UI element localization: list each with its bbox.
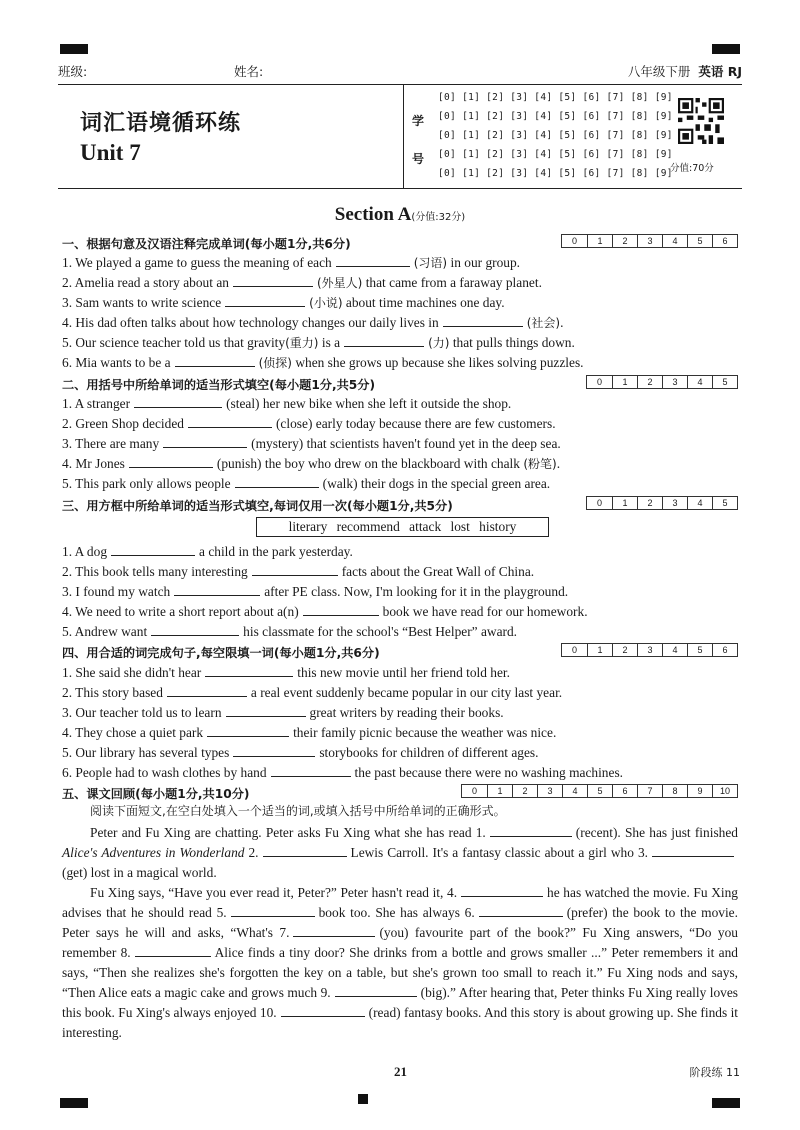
question-line: 3. There are many (mystery) that scientists haven't found yet in the deep sea.: [62, 436, 561, 451]
instructions: 阅读下面短文,在空白处填入一个适当的词,或填入括号中所给单词的正确形式。: [90, 804, 506, 818]
answer-blank[interactable]: [344, 334, 424, 347]
name-label: 姓名:: [234, 64, 264, 79]
answer-blank[interactable]: [231, 904, 315, 917]
answer-blank[interactable]: [443, 314, 523, 327]
answer-blank[interactable]: [129, 455, 213, 468]
question-line: 3. Our teacher told us to learn great writers by reading their books.: [62, 705, 504, 720]
question-line: 4. His dad often talks about how technology changes our daily lives in (社会).: [62, 315, 564, 330]
id-digit-row[interactable]: [0] [1] [2] [3] [4] [5] [6] [7] [8] [9]: [438, 168, 673, 179]
stage-label: 阶段练 11: [689, 1066, 740, 1079]
word-bank: literary recommend attack lost history: [256, 517, 549, 537]
part4-score-scale[interactable]: 0 1 2 3 4 5 6: [561, 643, 738, 657]
answer-blank[interactable]: [335, 984, 417, 997]
id-digit-row[interactable]: [0] [1] [2] [3] [4] [5] [6] [7] [8] [9]: [438, 92, 673, 103]
question-line: 5. This park only allows people (walk) their dogs in the special green area.: [62, 476, 551, 491]
id-digit-row[interactable]: [0] [1] [2] [3] [4] [5] [6] [7] [8] [9]: [438, 149, 673, 160]
question-line: 4. We need to write a short report about a(n) book we have read for our homework.: [62, 604, 588, 619]
passage-paragraph-2: Fu Xing says, “Have you ever read it, Peter?” Peter hasn't read it, 4. he has watched the movie. Fu Xing advises that he should read 5. book too. She has always 6. (prefer) the book to the movie. Peter says he will and asks, “What's 7. (you) favourite part of the book?” Fu Xing answers, “Do you remember 8. Alice finds a tiny door? She drinks from a bottle and grows smaller ...” Peter remembers it and says, “Then she realizes she's forgotten the key on a table, but she's grown too small to reach it.” Fu Xing nods and says, “Then Alice eats a magic cake and grows much 9. (big).” After hearing that, Peter thinks Fu Xing really loves this book. Fu Xing's always enjoyed 10. (read) fantasy books. And this story is about growing up. She finds it interesting.: [62, 885, 739, 1040]
answer-blank[interactable]: [226, 704, 306, 717]
part2-heading: 二、用括号中所给单词的适当形式填空(每小题1分,共5分): [62, 378, 376, 392]
answer-blank[interactable]: [188, 415, 272, 428]
answer-blank[interactable]: [175, 354, 255, 367]
question-line: 3. Sam wants to write science (小说) about time machines one day.: [62, 295, 505, 310]
question-line: 1. A dog a child in the park yesterday.: [62, 544, 353, 559]
answer-blank[interactable]: [490, 824, 572, 837]
qr-code-icon: [678, 98, 724, 144]
answer-blank[interactable]: [167, 684, 247, 697]
student-id-grid: [404, 84, 744, 188]
total-score: 分值:70分: [670, 163, 714, 174]
answer-blank[interactable]: [252, 563, 338, 576]
part3-heading: 三、用方框中所给单词的适当形式填空,每词仅用一次(每小题1分,共5分): [62, 499, 453, 513]
answer-blank[interactable]: [135, 944, 211, 957]
question-line: 2. This story based a real event suddenly became popular in our city last year.: [62, 685, 563, 700]
answer-blank[interactable]: [134, 395, 222, 408]
answer-blank[interactable]: [225, 294, 305, 307]
worksheet-title: 词汇语境循环练: [80, 110, 242, 136]
answer-blank[interactable]: [461, 884, 543, 897]
part1-heading: 一、根据句意及汉语注释完成单词(每小题1分,共6分): [62, 237, 351, 251]
id-digit-row[interactable]: [0] [1] [2] [3] [4] [5] [6] [7] [8] [9]: [438, 111, 673, 122]
class-label: 班级:: [58, 64, 88, 79]
question-line: 3. I found my watch after PE class. Now, I'm looking for it in the playground.: [62, 584, 569, 599]
question-line: 5. Our library has several types storybooks for children of different ages.: [62, 745, 539, 760]
question-line: 5. Our science teacher told us that gravity(重力) is a (力) that pulls things down.: [62, 335, 575, 350]
answer-blank[interactable]: [233, 744, 315, 757]
question-line: 6. People had to wash clothes by hand the past because there were no washing machines.: [62, 765, 624, 780]
page-number: 21: [394, 1064, 407, 1079]
answer-blank[interactable]: [652, 844, 734, 857]
student-id-label: 学: [412, 114, 425, 128]
answer-blank[interactable]: [336, 254, 410, 267]
question-line: 1. A stranger (steal) her new bike when she left it outside the shop.: [62, 396, 512, 411]
question-line: 5. Andrew want his classmate for the school's “Best Helper” award.: [62, 624, 518, 639]
answer-blank[interactable]: [111, 543, 195, 556]
section-title: Section A(分值:32分): [334, 204, 466, 225]
answer-blank[interactable]: [151, 623, 239, 636]
registration-mark-bottom-right: [712, 1098, 740, 1108]
answer-blank[interactable]: [293, 924, 375, 937]
answer-blank[interactable]: [163, 435, 247, 448]
question-line: 4. They chose a quiet park their family picnic because the weather was nice.: [62, 725, 557, 740]
question-line: 2. Amelia read a story about an (外星人) that came from a faraway planet.: [62, 275, 542, 290]
unit-title: Unit 7: [80, 140, 141, 165]
question-line: 4. Mr Jones (punish) the boy who drew on the blackboard with chalk (粉笔).: [62, 456, 561, 471]
header-rule-bottom: [58, 188, 742, 189]
part5-score-scale[interactable]: 0 1 2 3 4 5 6 7 8 9 10: [461, 784, 738, 798]
question-line: 6. Mia wants to be a (侦探) when she grows up because she likes solving puzzles.: [62, 355, 584, 370]
answer-blank[interactable]: [174, 583, 260, 596]
answer-blank[interactable]: [233, 274, 313, 287]
question-line: 1. She said she didn't hear this new movie until her friend told her.: [62, 665, 511, 680]
page-header: [58, 60, 742, 82]
answer-blank[interactable]: [303, 603, 379, 616]
id-digit-row[interactable]: [0] [1] [2] [3] [4] [5] [6] [7] [8] [9]: [438, 130, 673, 141]
answer-blank[interactable]: [479, 904, 563, 917]
passage-paragraph-1: Peter and Fu Xing are chatting. Peter asks Fu Xing what she has read 1. (recent). She has just finished Alice's Adventures in Wonderland 2. Lewis Carroll. It's a fantasy classic about a girl who 3.(get) lost in a magical world.: [62, 825, 738, 880]
answer-blank[interactable]: [235, 475, 319, 488]
part2-score-scale[interactable]: 0 1 2 3 4 5: [586, 375, 738, 389]
student-id-label-2: 号: [412, 152, 425, 166]
part4-heading: 四、用合适的词完成句子,每空限填一词(每小题1分,共6分): [62, 646, 380, 660]
grade-info: 八年级下册 英语 RJ: [627, 64, 742, 79]
title-box: [58, 84, 404, 188]
answer-blank[interactable]: [271, 764, 351, 777]
part3-score-scale[interactable]: 0 1 2 3 4 5: [586, 496, 738, 510]
registration-mark-bottom-left: [60, 1098, 88, 1108]
registration-mark-top-right: [712, 44, 740, 54]
question-line: 2. This book tells many interesting facts about the Great Wall of China.: [62, 564, 535, 579]
answer-blank[interactable]: [205, 664, 293, 677]
registration-mark-bottom-center: [358, 1094, 368, 1104]
answer-blank[interactable]: [281, 1004, 365, 1017]
registration-mark-top-left: [60, 44, 88, 54]
question-line: 2. Green Shop decided (close) early today because there are few customers.: [62, 416, 556, 431]
part1-score-scale[interactable]: 0 1 2 3 4 5 6: [561, 234, 738, 248]
question-line: 1. We played a game to guess the meaning of each (习语) in our group.: [62, 255, 521, 270]
answer-blank[interactable]: [207, 724, 289, 737]
answer-blank[interactable]: [263, 844, 347, 857]
part5-heading: 五、课文回顾(每小题1分,共10分): [62, 787, 250, 801]
